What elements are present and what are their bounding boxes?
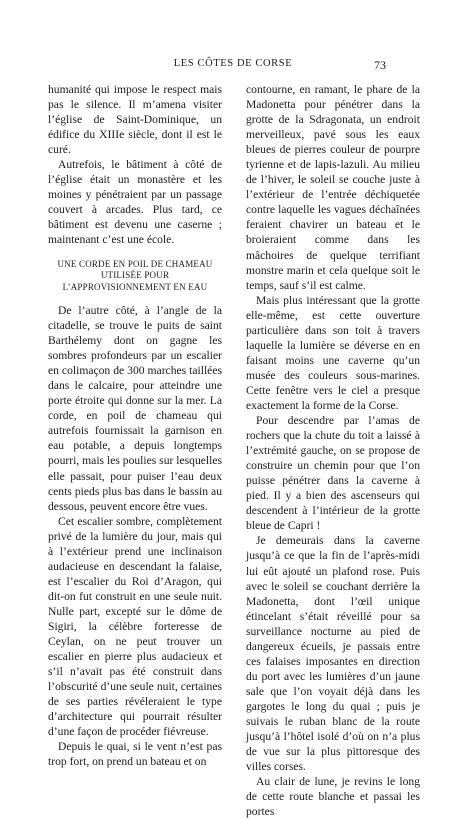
paragraph: De l’autre côté, à l’angle de la citadelle, se trouve le puits de saint Barthélemy dont on gagne les sombres profondeurs par un escalier en colimaçon de 300 marches taillées dans le calcaire, pour atteindre une porte étroite qui donne sur la mer. La corde, en poil de chameau qui autrefois fournissait la garnison en eau potable, a depuis longtemps pourri, mais les poulies sur lesquelles elle passait, pour puiser l’eau deux cents pieds plus bas dans le bassin au dessous, peuvent encore être vues. <box>48 304 222 513</box>
paragraph: humanité qui impose le respect mais pas le silence. Il m’amena visiter l’église de Saint-Dominique, un édifice du XIIIe siècle, dont il est le curé. <box>48 83 222 157</box>
paragraph: Au clair de lune, je revins le long de cette route blanche et passai les portes <box>246 775 420 819</box>
paragraph: Mais plus intéressant que la grotte elle-même, est cette ouverture particulière dans son toit à travers laquelle la lumière se déverse en en faisant moins une caverne qu’un musée des couleurs sous-marines. Cette fenêtre vers le ciel a presque exactement la forme de la Corse. <box>246 293 420 412</box>
paragraph: contourne, en ramant, le phare de la Madonetta pour pénétrer dans la grotte de la Sdragonata, un endroit merveilleux, pavé sous les eaux bleues de pierres couleur de pourpre tyrienne et de lapis-lazuli. Au milieu de l’hiver, le soleil se couche juste à l’extérieur de l’entrée déchiquetée contre laquelle les vagues déchaînées feraient chavirer un bateau et le broieraient comme dans les mâchoires de quelque terrifiant monstre marin et cela quelque soit le temps, sauf s’il est calme. <box>246 83 420 292</box>
running-head <box>0 58 466 76</box>
right-column <box>246 82 420 819</box>
section-heading <box>48 259 222 294</box>
page-number: 73 <box>374 58 386 72</box>
left-column <box>48 82 222 769</box>
section-heading-line: L’APPROVISIONNEMENT EN EAU <box>62 281 208 292</box>
section-heading-line: UTILISÉE POUR <box>100 270 170 281</box>
paragraph: Depuis le quai, si le vent n’est pas trop fort, on prend un bateau et on <box>48 740 222 769</box>
paragraph: Pour descendre par l’amas de rochers que la chute du toit a laissé à l’extrémité gauche, on se propose de construire un chemin pour que l’on puisse pénétrer dans la caverne à pied. Il y a bien des ascenseurs qui descendent à l’intérieur de la grotte bleue de Capri ! <box>246 414 420 533</box>
paragraph: Cet escalier sombre, complètement privé de la lumière du jour, mais qui à l’extérieur prend une inclinaison audacieuse en descendant la falaise, est l’escalier du Roi d’Aragon, qui dit-on fut construit en une seule nuit. Nulle part, excepté sur le dôme de Sigiri, la célèbre forteresse de Ceylan, on ne peut trouver un escalier en pierre plus audacieux et s’il n’avait pas été construit dans l’obscurité d’une seule nuit, certaines de ses parties révéleraient le type d’architecture qui pourrait résulter d’une façon de procéder fiévreuse. <box>48 514 222 739</box>
paragraph: Je demeurais dans la caverne jusqu’à ce que la fin de l’après-midi lui eût ajouté un plafond rose. Puis avec le soleil se couchant derrière la Madonetta, dont l’œil unique étincelant s’était réveillé pour sa surveillance nocturne au pied de dangereux écueils, je passais entre ces falaises imposantes en direction du port avec les lumières d’un jaune sale que l’on voyait déjà dans les gargotes le long du quai ; puis je suivais le ruban blanc de la route jusqu’à l’hôtel isolé d’où on n’a plus de vue sur la plus pittoresque des villes corses. <box>246 534 420 774</box>
paragraph: Autrefois, le bâtiment à côté de l’église était un monastère et les moines y pénétraient par un passage couvert à arcades. Plus tard, ce bâtiment est devenu une caserne ; maintenant c’est une école. <box>48 158 222 247</box>
section-heading-line: UNE CORDE EN POIL DE CHAMEAU <box>57 258 213 269</box>
running-head-title: LES CÔTES DE CORSE <box>173 58 293 69</box>
